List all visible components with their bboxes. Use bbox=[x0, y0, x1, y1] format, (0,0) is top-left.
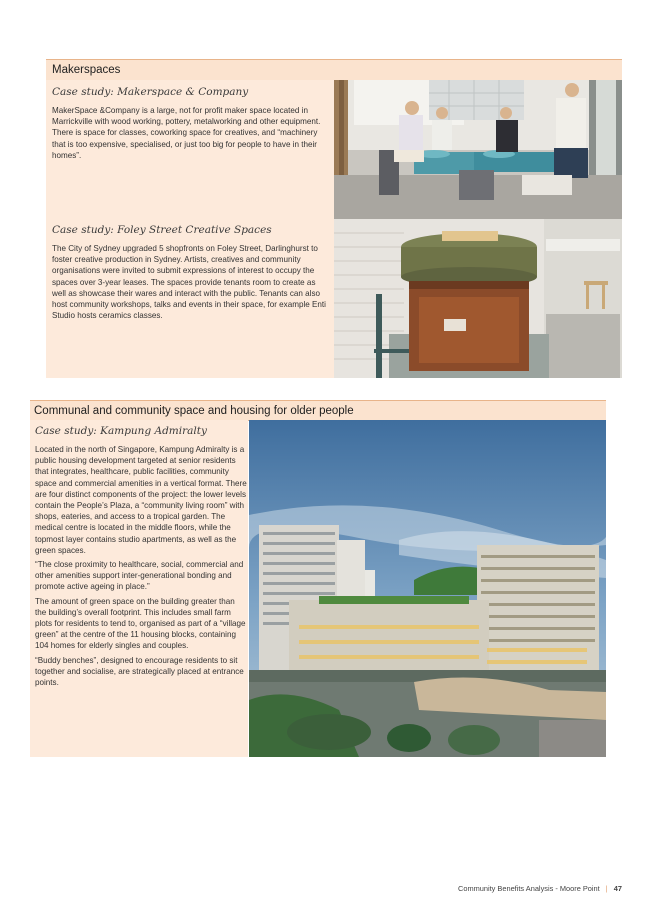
quote-paragraph: “Buddy benches”, designed to encourage residents to sit together and socialise, are strategically placed at entrance points. bbox=[35, 655, 244, 688]
paragraph: The amount of green space on the building greater than the building’s overall footprint. This includes small farm plots for residents to tend to, organised as part of a “village green” at the centre of the 11 housing blocks, containing 104 homes for elderly singles and couples. bbox=[35, 596, 246, 651]
section-title: Communal and community space and housing for older people bbox=[34, 405, 354, 417]
page-number: 47 bbox=[613, 884, 622, 893]
kiln-photo bbox=[334, 219, 622, 378]
case-study-text: MakerSpace &Company is a large, not for profit maker space located in Marrickville with wood working, pottery, metalworking and other equipment. There is space for classes, coworking space for creatives, and “machinery that is too expensive, specialised, or just too big for people to have in their homes”. bbox=[52, 106, 321, 160]
case-study-title: Case study: Kampung Admiralty bbox=[35, 425, 207, 437]
kampung-admiralty-photo bbox=[249, 420, 606, 757]
case-study-title: Case study: Makerspace & Company bbox=[52, 86, 249, 98]
quote-paragraph: “The close proximity to healthcare, social, commercial and other amenities support inter-generational bonding and promote active ageing in place.” bbox=[35, 560, 244, 592]
footer bbox=[458, 884, 622, 893]
paragraph: Located in the north of Singapore, Kampung Admiralty is a public housing development targeted at senior residents that integrates, healthcare, public facilities, community space and commercial amenities in a vertical format. There are four distinct components of the project: the lower levels contain the People’s Plaza, a “community living room” with shops, eateries, and access to a tropical garden. The medical centre is located in the middle floors, while the topmost layer contains studio apartments, as well as the green spaces. bbox=[35, 445, 247, 555]
section-header-makerspaces bbox=[46, 59, 622, 81]
case-study-text bbox=[35, 444, 247, 691]
footer-separator: | bbox=[605, 884, 608, 893]
document-title: Community Benefits Analysis - Moore Point bbox=[458, 884, 600, 893]
section-title: Makerspaces bbox=[52, 64, 121, 76]
makerspace-photo bbox=[334, 80, 622, 219]
section-header-communal-space bbox=[30, 400, 606, 421]
case-study-text: The City of Sydney upgraded 5 shopfronts on Foley Street, Darlinghurst to foster creative production in Sydney. Artists, creatives and community organisations were invited to submit expressions of interest to occupy the spaces over 3-year leases. The spaces provide tenants room to create as well as showcase their wares and interact with the public. Tenants can also host community workshops, talks and events in their space, for example Enti Studio hosts ceramics classes. bbox=[52, 244, 326, 321]
case-study-title: Case study: Foley Street Creative Spaces bbox=[52, 224, 272, 236]
